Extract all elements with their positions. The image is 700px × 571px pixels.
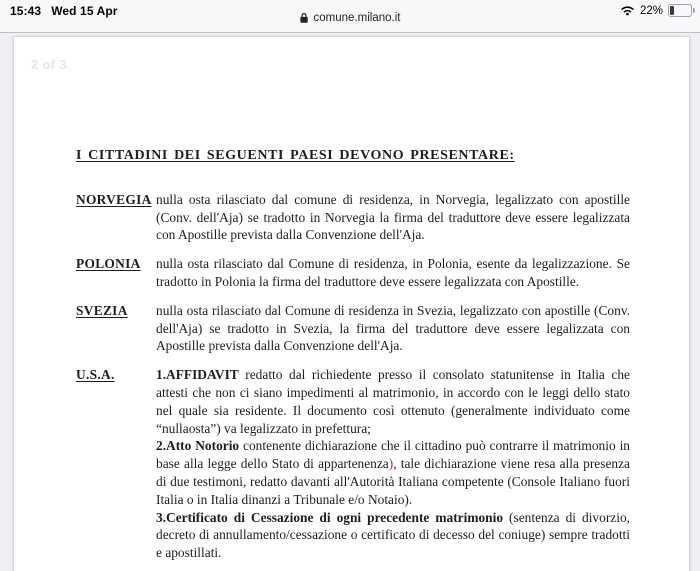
paragraph — [156, 255, 630, 291]
url-text: comune.milano.it — [313, 12, 401, 24]
document-heading: I CITTADINI DEI SEGUENTI PAESI DEVONO PRESENTARE: — [76, 148, 515, 163]
battery-fill — [670, 6, 674, 15]
document-body — [14, 37, 689, 571]
text-run: redatto dal richiedente presso il consolato statunitense in Italia che attesti che non ci siano impedimenti al matrimonio, in accordo con le leggi dello stato nel quale sia residente. Il documento così ottenuto (generalmente individuato come “nullaosta”) va legalizzato in prefettura; — [156, 367, 630, 436]
paragraph — [156, 191, 630, 244]
status-right — [620, 4, 692, 17]
country-label: SVEZIA — [76, 302, 128, 318]
country-label: NORVEGIA — [76, 191, 152, 207]
date: Wed 15 Apr — [51, 4, 118, 18]
page-indicator: 2 of 3 — [31, 57, 67, 72]
text-run: 2.Atto Notorio — [156, 438, 240, 454]
text-run: , tale dichiarazione viene resa alla presenza di due testimoni, redatto davanti all'Autorità Italiana competente (Console Italiano fuori Italia o in Italia dinanzi a Tribunale e/o Notaio). — [156, 456, 630, 507]
country-section — [76, 366, 630, 562]
paragraph — [156, 302, 630, 355]
clock: 15:43 — [10, 4, 42, 18]
text-run: nulla osta rilasciato dal Comune di residenza, in Polonia, esente da legalizzazione. Se tradotto in Polonia la firma del traduttore deve essere legalizzata con Apostille. — [156, 256, 630, 289]
section-paragraphs — [156, 302, 630, 355]
text-run: 3.Certificato di Cessazione di ogni precedente matrimonio — [156, 509, 504, 525]
battery-nub — [693, 8, 695, 13]
text-run: nulla osta rilasciato dal comune di residenza, in Norvegia, legalizzato con apostille (Conv. dell'Aja) se tradotto in Norvegia la firma del traduttore deve essere legalizzata con Apostille prevista dalla Convenzione dell'Aja. — [156, 191, 630, 243]
country-section — [76, 191, 630, 244]
section-paragraphs — [156, 366, 630, 562]
country-label-cell — [76, 302, 156, 355]
paragraph — [156, 437, 630, 508]
paragraph — [156, 366, 630, 437]
country-section — [76, 302, 630, 355]
section-paragraphs — [156, 191, 630, 244]
text-run: (sentenza di divorzio, decreto di annullamento/cessazione o certificato di decesso del coniuge) sempre tradotti e apostillati. — [156, 509, 630, 561]
country-label-cell — [76, 255, 156, 291]
battery-percent: 22% — [639, 4, 663, 17]
text-run: nulla osta rilasciato dal Comune di residenza in Svezia, legalizzato con apostille (Conv. dell'Aja) se tradotto in Svezia, la firma del traduttore deve essere legalizzata con Apostille prevista dalla Convenzione dell'Aja. — [156, 302, 630, 354]
country-section — [76, 255, 630, 291]
pdf-viewer[interactable] — [0, 33, 700, 571]
country-label-cell — [76, 366, 156, 562]
doc-sections — [76, 191, 630, 562]
document-page[interactable] — [13, 36, 690, 571]
country-label: POLONIA — [76, 256, 141, 272]
paragraph — [156, 509, 630, 562]
country-label: U.S.A. — [76, 367, 115, 383]
text-run: contenente dichiarazione che il cittadino può contrarre il matrimonio in base alla legge dello Stato di appartenenza — [156, 438, 630, 472]
battery-icon — [668, 4, 692, 17]
status-bar — [0, 0, 700, 33]
country-label-cell — [76, 191, 156, 244]
status-left — [10, 4, 118, 18]
lock-icon — [300, 12, 309, 24]
section-paragraphs — [156, 255, 630, 291]
text-run: ) — [388, 456, 394, 472]
wifi-icon — [620, 5, 635, 16]
text-run: 1.AFFIDAVIT — [156, 367, 239, 383]
url-bar[interactable] — [300, 12, 401, 24]
